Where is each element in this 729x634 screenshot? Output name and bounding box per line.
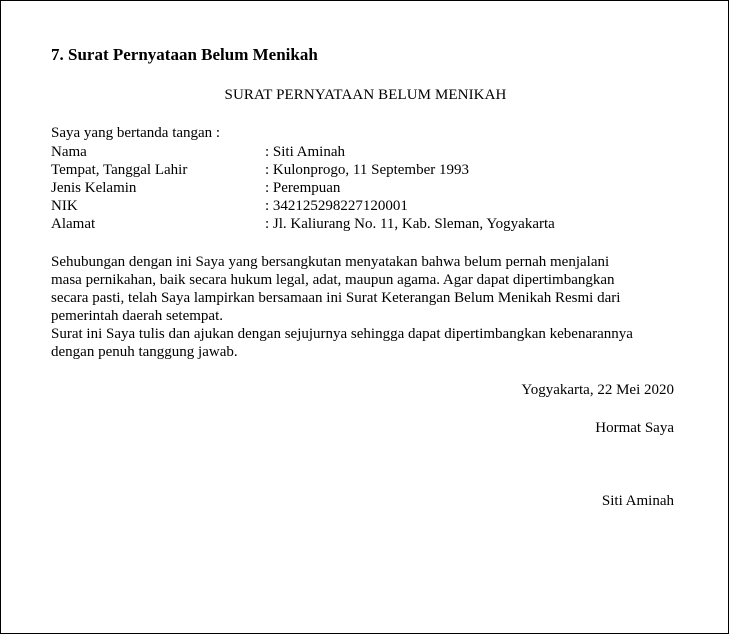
body-line: secara pasti, telah Saya lampirkan bersamaan ini Surat Keterangan Belum Menikah Resmi dari <box>51 290 621 306</box>
signer-name: Siti Aminah <box>601 493 674 509</box>
body-line: Sehubungan dengan ini Saya yang bersangkutan menyatakan bahwa belum pernah menjalani <box>51 254 610 270</box>
field-row-nik <box>51 197 691 215</box>
field-value: : Siti Aminah <box>265 144 346 160</box>
field-row-jenis-kelamin <box>51 179 691 197</box>
section-heading: 7. Surat Pernyataan Belum Menikah <box>51 45 318 64</box>
document-title: SURAT PERNYATAAN BELUM MENIKAH <box>224 87 507 103</box>
field-label: Alamat <box>51 216 96 232</box>
field-value: : Kulonprogo, 11 September 1993 <box>265 162 470 178</box>
identity-fields <box>51 143 691 233</box>
field-value: : Jl. Kaliurang No. 11, Kab. Sleman, Yogyakarta <box>265 216 555 232</box>
field-label: Nama <box>51 144 87 160</box>
field-label: Tempat, Tanggal Lahir <box>51 162 188 178</box>
field-value: : 342125298227120001 <box>265 198 408 214</box>
body-line: dengan penuh tanggung jawab. <box>51 344 238 360</box>
field-row-nama <box>51 143 691 161</box>
field-value: : Perempuan <box>265 180 341 196</box>
body-line: pemerintah daerah setempat. <box>51 308 224 324</box>
field-label: NIK <box>51 198 78 214</box>
field-label: Jenis Kelamin <box>51 180 137 196</box>
body-line: masa pernikahan, baik secara hukum legal, adat, maupun agama. Agar dapat dipertimbangkan <box>51 272 615 288</box>
field-row-tempat-tanggal-lahir <box>51 161 691 179</box>
body-line: Surat ini Saya tulis dan ajukan dengan sejujurnya sehingga dapat dipertimbangkan kebenarannya <box>51 326 633 342</box>
statement-body <box>51 253 691 361</box>
place-date: Yogyakarta, 22 Mei 2020 <box>521 382 674 398</box>
field-row-alamat <box>51 215 691 233</box>
closing-salutation: Hormat Saya <box>595 420 674 436</box>
intro-text: Saya yang bertanda tangan : <box>51 125 221 141</box>
